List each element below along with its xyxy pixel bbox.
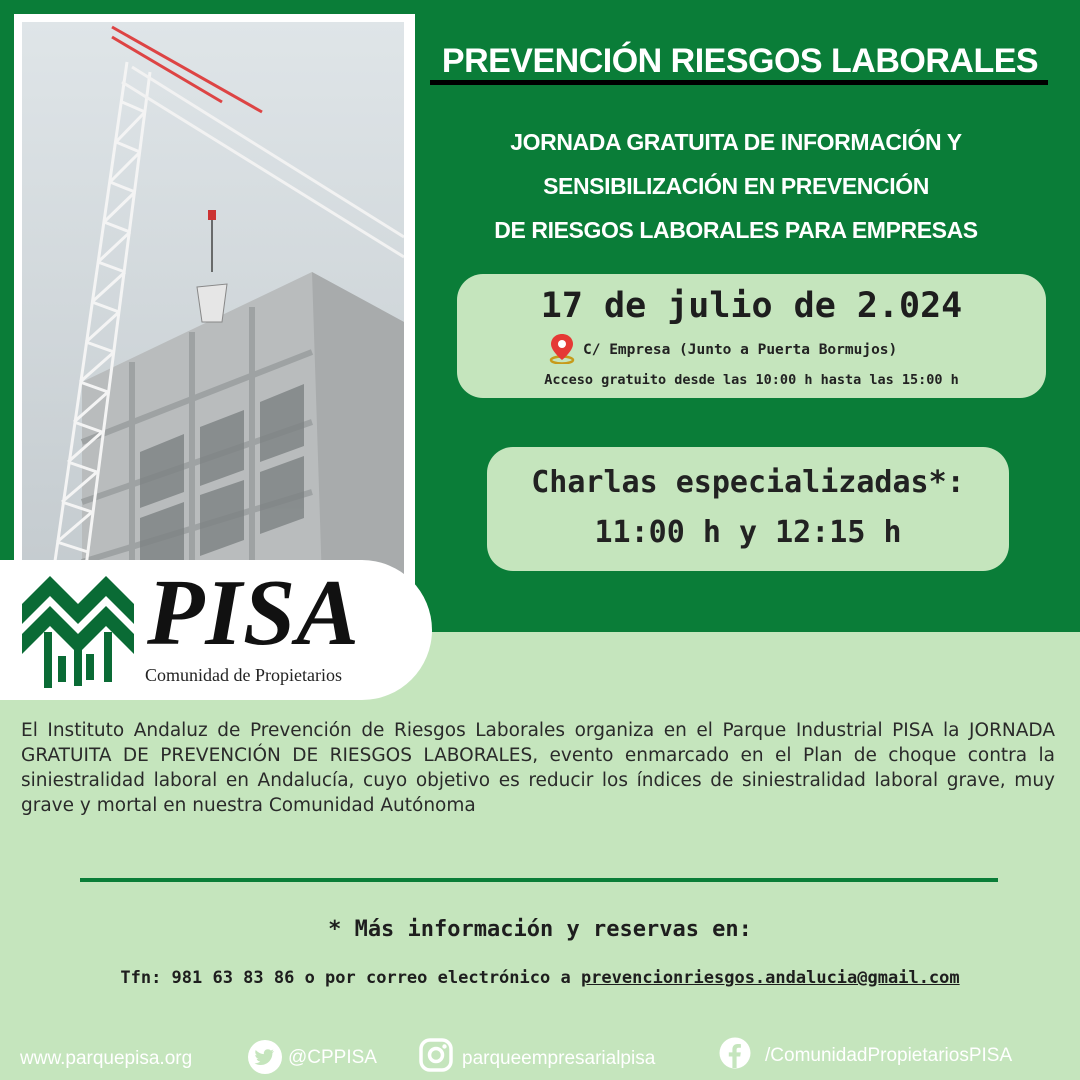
subtitle-line: SENSIBILIZACIÓN EN PREVENCIÓN — [543, 173, 929, 199]
talks-label: Charlas especializadas*: — [531, 465, 965, 500]
construction-photo — [22, 22, 404, 582]
title-underline — [430, 80, 1048, 85]
twitter-icon — [247, 1039, 283, 1079]
talks-card — [487, 447, 1009, 571]
email-link[interactable]: prevencionriesgos.andalucia@gmail.com — [580, 968, 960, 988]
talks-times: 11:00 h y 12:15 h — [594, 515, 902, 550]
divider — [80, 878, 998, 882]
pisa-logo-icon — [22, 576, 134, 692]
event-date: 17 de julio de 2.024 — [540, 286, 963, 326]
subtitle-line: JORNADA GRATUITA DE INFORMACIÓN Y — [510, 129, 962, 155]
date-card — [457, 274, 1046, 398]
instagram-handle[interactable]: parqueempresarialpisa — [462, 1048, 656, 1069]
location-row — [549, 332, 897, 368]
logo-subtitle: Comunidad de Propietarios — [145, 665, 342, 685]
logo-wordmark: PISA — [147, 561, 360, 665]
contact-phone: Tfn: 981 63 83 86 o por correo electrónico a — [120, 968, 581, 988]
event-description: El Instituto Andaluz de Prevención de Riesgos Laborales organiza en el Parque Industrial PISA la JORNADA GRATUITA DE PREVENCIÓN DE RIESGOS LABORALES, evento enmarcado en el Plan de choque contra la siniestralidad laboral en Andalucía, cuyo objetivo es reducir los índices de siniestralidad laboral grave, muy grave y mortal en nuestra Comunidad Autónoma — [21, 720, 1055, 816]
contact-line — [0, 968, 1080, 988]
location-pin-icon — [549, 332, 575, 368]
website-link[interactable]: www.parquepisa.org — [20, 1048, 193, 1069]
more-info-heading: * Más información y reservas en: — [328, 917, 752, 942]
page-title: PREVENCIÓN RIESGOS LABORALES — [441, 42, 1039, 80]
instagram-icon — [419, 1038, 453, 1076]
twitter-handle[interactable]: @CPPISA — [288, 1047, 377, 1068]
event-location: C/ Empresa (Junto a Puerta Bormujos) — [583, 342, 898, 358]
event-access: Acceso gratuito desde las 10:00 h hasta las 15:00 h — [544, 372, 959, 388]
subtitle-line: DE RIESGOS LABORALES PARA EMPRESAS — [494, 217, 978, 243]
facebook-handle[interactable]: /ComunidadPropietariosPISA — [765, 1045, 1013, 1066]
event-subtitle — [436, 120, 1036, 252]
facebook-icon — [719, 1037, 751, 1073]
